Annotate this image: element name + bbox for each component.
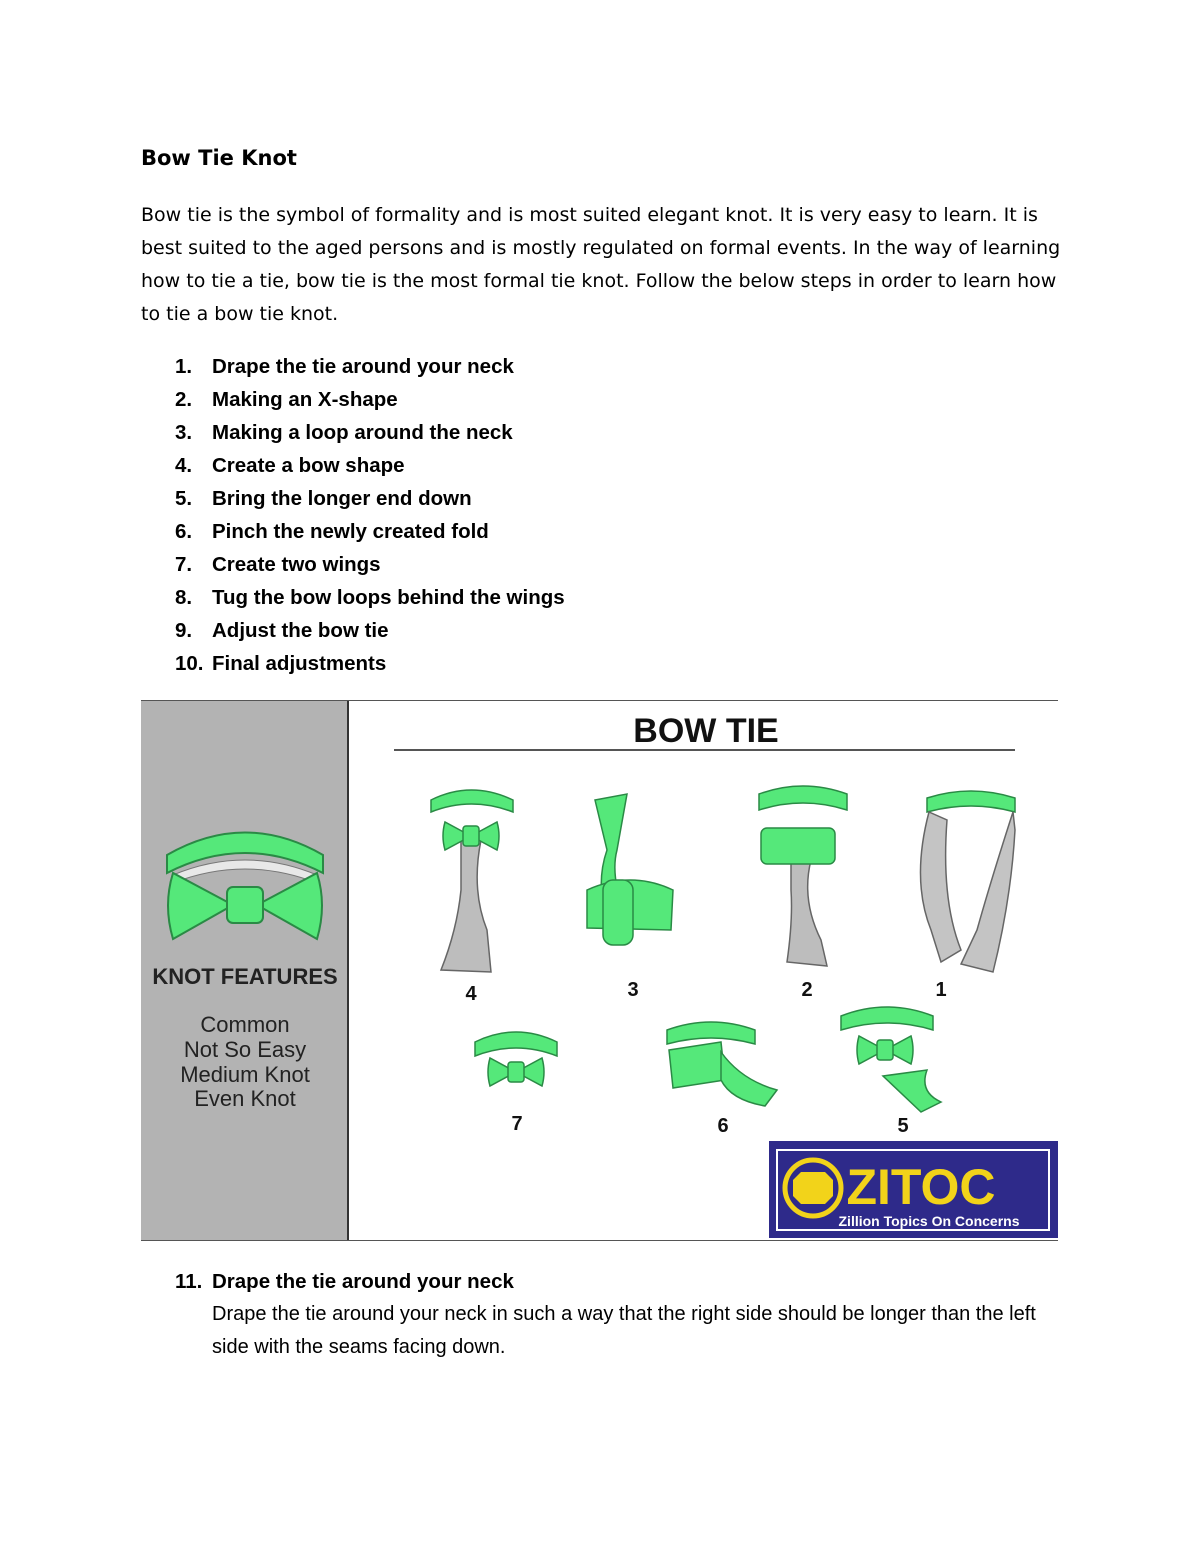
step-number: 4. [175,454,193,477]
list-item [175,449,565,482]
list-item [175,548,565,581]
bow-tie-infographic [141,700,1058,1241]
step-number: 11. [175,1270,203,1293]
step-text: Create two wings [212,553,381,576]
list-item [175,482,565,515]
step-number: 10. [175,652,204,675]
intro-paragraph: Bow tie is the symbol of formality and is most suited elegant knot. It is very easy to learn. It is best suited to the aged persons and is mostly regulated on formal events. In the way of learning how to tie a tie, bow tie is the most formal tie knot. Follow the below steps in order to learn how to tie a bow tie knot. [141,204,1061,325]
step-number: 5. [175,487,193,510]
logo-tagline: Zillion Topics On Concerns [838,1213,1020,1229]
step-label-3: 3 [627,979,639,1001]
step-number: 3. [175,421,193,444]
step-text: Create a bow shape [212,454,405,477]
step-text: Tug the bow loops behind the wings [212,586,565,609]
list-item [175,383,565,416]
feature-size: Medium Knot [180,1062,310,1087]
step-text: Drape the tie around your neck [212,355,514,378]
step-text: Final adjustments [212,652,387,675]
list-item [175,416,565,449]
step-text: Making an X-shape [212,388,398,411]
page-heading: Bow Tie Knot [141,146,297,170]
step-number: 8. [175,586,193,609]
step-number: 2. [175,388,193,411]
feature-symmetry: Even Knot [194,1086,296,1111]
logo-text: ZITOC [846,1159,996,1215]
zitoc-logo [769,1141,1058,1238]
list-item [175,647,565,680]
step-label-7: 7 [511,1113,523,1135]
list-item [175,614,565,647]
step-number: 7. [175,553,193,576]
step-label-1: 1 [935,979,947,1001]
step-11-title: Drape the tie around your neck [212,1270,514,1293]
list-item [175,515,565,548]
step-text: Making a loop around the neck [212,421,513,444]
step-label-2: 2 [801,979,813,1001]
list-item [175,350,565,383]
step-number: 6. [175,520,193,543]
step-number: 1. [175,355,193,378]
infographic-title: BOW TIE [633,712,779,750]
steps-list [175,350,565,680]
step-text: Adjust the bow tie [212,619,389,642]
step-11-heading [175,1265,514,1298]
feature-common: Common [200,1012,290,1037]
step-label-4: 4 [465,983,477,1005]
list-item [175,581,565,614]
step-number: 9. [175,619,193,642]
step-text: Bring the longer end down [212,487,472,510]
step-label-5: 5 [897,1115,909,1137]
step-11-body: Drape the tie around your neck in such a way that the right side should be longer than the left side with the seams facing down. [212,1303,1036,1358]
step-label-6: 6 [717,1115,729,1137]
knot-features-heading: KNOT FEATURES [152,964,338,989]
feature-difficulty: Not So Easy [183,1037,307,1062]
step-text: Pinch the newly created fold [212,520,489,543]
